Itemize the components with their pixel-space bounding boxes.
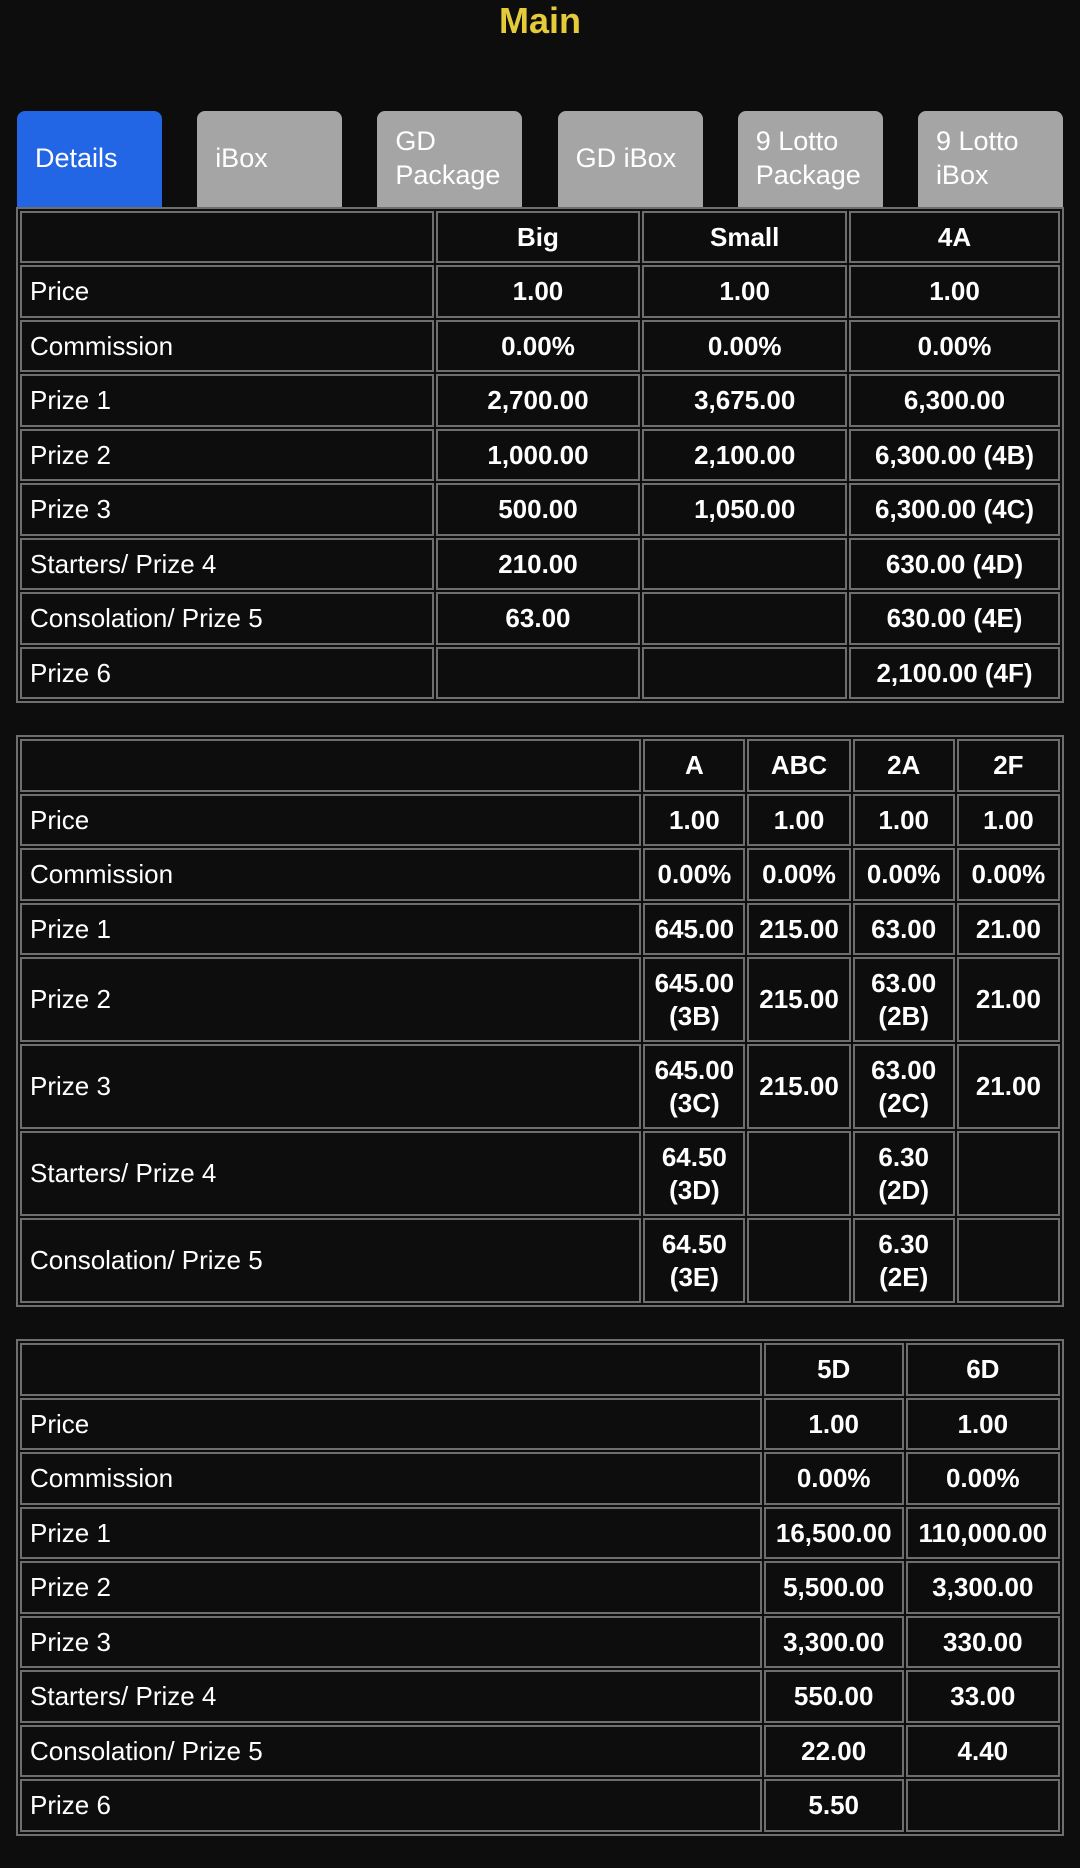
cell-value: 64.50 (3D) bbox=[643, 1131, 745, 1216]
cell-value: 0.00% bbox=[643, 848, 745, 901]
table-row bbox=[20, 794, 1060, 847]
cell-value: 210.00 bbox=[436, 538, 641, 591]
cell-value: 6.30 (2D) bbox=[853, 1131, 955, 1216]
cell-value: 6,300.00 bbox=[849, 374, 1060, 427]
table-row bbox=[20, 1218, 1060, 1303]
cell-value: 1,000.00 bbox=[436, 429, 641, 482]
row-label: Prize 1 bbox=[20, 903, 641, 956]
cell-value bbox=[747, 1218, 850, 1303]
tab-gd-package[interactable] bbox=[377, 111, 522, 207]
cell-value: 21.00 bbox=[957, 1044, 1060, 1129]
prize-table-4d bbox=[16, 207, 1064, 704]
table-row bbox=[20, 1452, 1060, 1505]
cell-value: 2,700.00 bbox=[436, 374, 641, 427]
tables-container bbox=[0, 207, 1080, 1836]
cell-value: 215.00 bbox=[747, 957, 850, 1042]
column-header: Small bbox=[642, 211, 847, 264]
column-header: 5D bbox=[764, 1343, 904, 1396]
header-row bbox=[20, 1343, 1060, 1396]
cell-value: 6.30 (2E) bbox=[853, 1218, 955, 1303]
tab-label: 9 Lotto Package bbox=[755, 125, 861, 190]
row-label: Prize 6 bbox=[20, 1779, 762, 1832]
cell-value: 500.00 bbox=[436, 483, 641, 536]
cell-value: 1.00 bbox=[957, 794, 1060, 847]
tab-ibox[interactable] bbox=[197, 111, 342, 207]
tab-label: Details bbox=[35, 142, 118, 173]
row-label: Prize 6 bbox=[20, 647, 434, 700]
table-row bbox=[20, 429, 1060, 482]
cell-value: 3,300.00 bbox=[764, 1616, 904, 1669]
table-row bbox=[20, 265, 1060, 318]
cell-value: 1.00 bbox=[906, 1398, 1060, 1451]
column-header: 2F bbox=[957, 739, 1060, 792]
table-row bbox=[20, 1779, 1060, 1832]
cell-value: 16,500.00 bbox=[764, 1507, 904, 1560]
table-row bbox=[20, 1725, 1060, 1778]
row-label: Consolation/ Prize 5 bbox=[20, 592, 434, 645]
cell-value: 2,100.00 (4F) bbox=[849, 647, 1060, 700]
cell-value: 1.00 bbox=[747, 794, 850, 847]
cell-value: 2,100.00 bbox=[642, 429, 847, 482]
header-row bbox=[20, 739, 1060, 792]
page-title: Main bbox=[498, 0, 581, 41]
cell-value: 645.00 (3C) bbox=[643, 1044, 745, 1129]
row-label: Commission bbox=[20, 1452, 762, 1505]
cell-value: 1.00 bbox=[849, 265, 1060, 318]
cell-value: 6,300.00 (4C) bbox=[849, 483, 1060, 536]
cell-value bbox=[957, 1131, 1060, 1216]
cell-value bbox=[957, 1218, 1060, 1303]
cell-value: 63.00 bbox=[436, 592, 641, 645]
corner-cell bbox=[20, 1343, 762, 1396]
cell-value: 33.00 bbox=[906, 1670, 1060, 1723]
column-header: 6D bbox=[906, 1343, 1060, 1396]
tab-9-lotto-ibox[interactable] bbox=[918, 111, 1063, 207]
cell-value: 645.00 bbox=[643, 903, 745, 956]
cell-value: 1.00 bbox=[764, 1398, 904, 1451]
row-label: Price bbox=[20, 794, 641, 847]
cell-value bbox=[436, 647, 641, 700]
cell-value: 110,000.00 bbox=[906, 1507, 1060, 1560]
cell-value: 330.00 bbox=[906, 1616, 1060, 1669]
row-label: Starters/ Prize 4 bbox=[20, 1131, 641, 1216]
cell-value: 21.00 bbox=[957, 903, 1060, 956]
table-row bbox=[20, 320, 1060, 373]
table-row bbox=[20, 647, 1060, 700]
tab-9-lotto-package[interactable] bbox=[738, 111, 883, 207]
row-label: Prize 1 bbox=[20, 1507, 762, 1560]
cell-value: 64.50 (3E) bbox=[643, 1218, 745, 1303]
table-row bbox=[20, 957, 1060, 1042]
table-row bbox=[20, 592, 1060, 645]
cell-value: 1.00 bbox=[642, 265, 847, 318]
table-row bbox=[20, 903, 1060, 956]
cell-value: 0.00% bbox=[853, 848, 955, 901]
tab-label: GD iBox bbox=[575, 142, 677, 173]
prize-table-3d-2d bbox=[16, 735, 1064, 1307]
table-row bbox=[20, 1670, 1060, 1723]
cell-value: 645.00 (3B) bbox=[643, 957, 745, 1042]
cell-value: 1.00 bbox=[436, 265, 641, 318]
column-header: Big bbox=[436, 211, 641, 264]
cell-value: 630.00 (4D) bbox=[849, 538, 1060, 591]
tab-label: 9 Lotto iBox bbox=[935, 125, 1019, 190]
table-row bbox=[20, 1561, 1060, 1614]
cell-value: 630.00 (4E) bbox=[849, 592, 1060, 645]
cell-value: 63.00 bbox=[853, 903, 955, 956]
cell-value: 0.00% bbox=[436, 320, 641, 373]
cell-value: 1.00 bbox=[643, 794, 745, 847]
row-label: Consolation/ Prize 5 bbox=[20, 1725, 762, 1778]
table-row bbox=[20, 1044, 1060, 1129]
cell-value: 3,675.00 bbox=[642, 374, 847, 427]
cell-value: 0.00% bbox=[747, 848, 850, 901]
table-row bbox=[20, 1131, 1060, 1216]
cell-value: 0.00% bbox=[957, 848, 1060, 901]
cell-value: 22.00 bbox=[764, 1725, 904, 1778]
tab-label: iBox bbox=[215, 142, 268, 173]
row-label: Starters/ Prize 4 bbox=[20, 538, 434, 591]
row-label: Prize 2 bbox=[20, 429, 434, 482]
cell-value bbox=[642, 592, 847, 645]
cell-value: 550.00 bbox=[764, 1670, 904, 1723]
row-label: Commission bbox=[20, 320, 434, 373]
table-row bbox=[20, 374, 1060, 427]
cell-value: 3,300.00 bbox=[906, 1561, 1060, 1614]
cell-value: 0.00% bbox=[849, 320, 1060, 373]
cell-value: 1.00 bbox=[853, 794, 955, 847]
tab-gd-ibox[interactable] bbox=[558, 111, 703, 207]
table-row bbox=[20, 538, 1060, 591]
corner-cell bbox=[20, 739, 641, 792]
cell-value: 0.00% bbox=[642, 320, 847, 373]
cell-value bbox=[906, 1779, 1060, 1832]
cell-value: 4.40 bbox=[906, 1725, 1060, 1778]
row-label: Consolation/ Prize 5 bbox=[20, 1218, 641, 1303]
cell-value bbox=[642, 538, 847, 591]
column-header: ABC bbox=[747, 739, 850, 792]
column-header: 4A bbox=[849, 211, 1060, 264]
cell-value: 1,050.00 bbox=[642, 483, 847, 536]
header-row bbox=[20, 211, 1060, 264]
cell-value: 63.00 (2C) bbox=[853, 1044, 955, 1129]
column-header: A bbox=[643, 739, 745, 792]
row-label: Prize 3 bbox=[20, 1616, 762, 1669]
row-label: Prize 3 bbox=[20, 483, 434, 536]
row-label: Prize 3 bbox=[20, 1044, 641, 1129]
table-row bbox=[20, 1507, 1060, 1560]
cell-value bbox=[747, 1131, 850, 1216]
corner-cell bbox=[20, 211, 434, 264]
cell-value: 0.00% bbox=[906, 1452, 1060, 1505]
cell-value bbox=[642, 647, 847, 700]
table-row bbox=[20, 848, 1060, 901]
cell-value: 5,500.00 bbox=[764, 1561, 904, 1614]
tab-label: GD Package bbox=[395, 125, 501, 190]
cell-value: 63.00 (2B) bbox=[853, 957, 955, 1042]
cell-value: 6,300.00 (4B) bbox=[849, 429, 1060, 482]
table-row bbox=[20, 1616, 1060, 1669]
table-row bbox=[20, 1398, 1060, 1451]
column-header: 2A bbox=[853, 739, 955, 792]
cell-value: 5.50 bbox=[764, 1779, 904, 1832]
cell-value: 215.00 bbox=[747, 903, 850, 956]
tab-details[interactable] bbox=[17, 111, 162, 207]
table-row bbox=[20, 483, 1060, 536]
row-label: Starters/ Prize 4 bbox=[20, 1670, 762, 1723]
row-label: Prize 1 bbox=[20, 374, 434, 427]
row-label: Commission bbox=[20, 848, 641, 901]
cell-value: 0.00% bbox=[764, 1452, 904, 1505]
row-label: Prize 2 bbox=[20, 957, 641, 1042]
cell-value: 215.00 bbox=[747, 1044, 850, 1129]
row-label: Price bbox=[20, 1398, 762, 1451]
tab-bar bbox=[0, 111, 1080, 207]
prize-table-5d-6d bbox=[16, 1339, 1064, 1836]
row-label: Price bbox=[20, 265, 434, 318]
cell-value: 21.00 bbox=[957, 957, 1060, 1042]
row-label: Prize 2 bbox=[20, 1561, 762, 1614]
